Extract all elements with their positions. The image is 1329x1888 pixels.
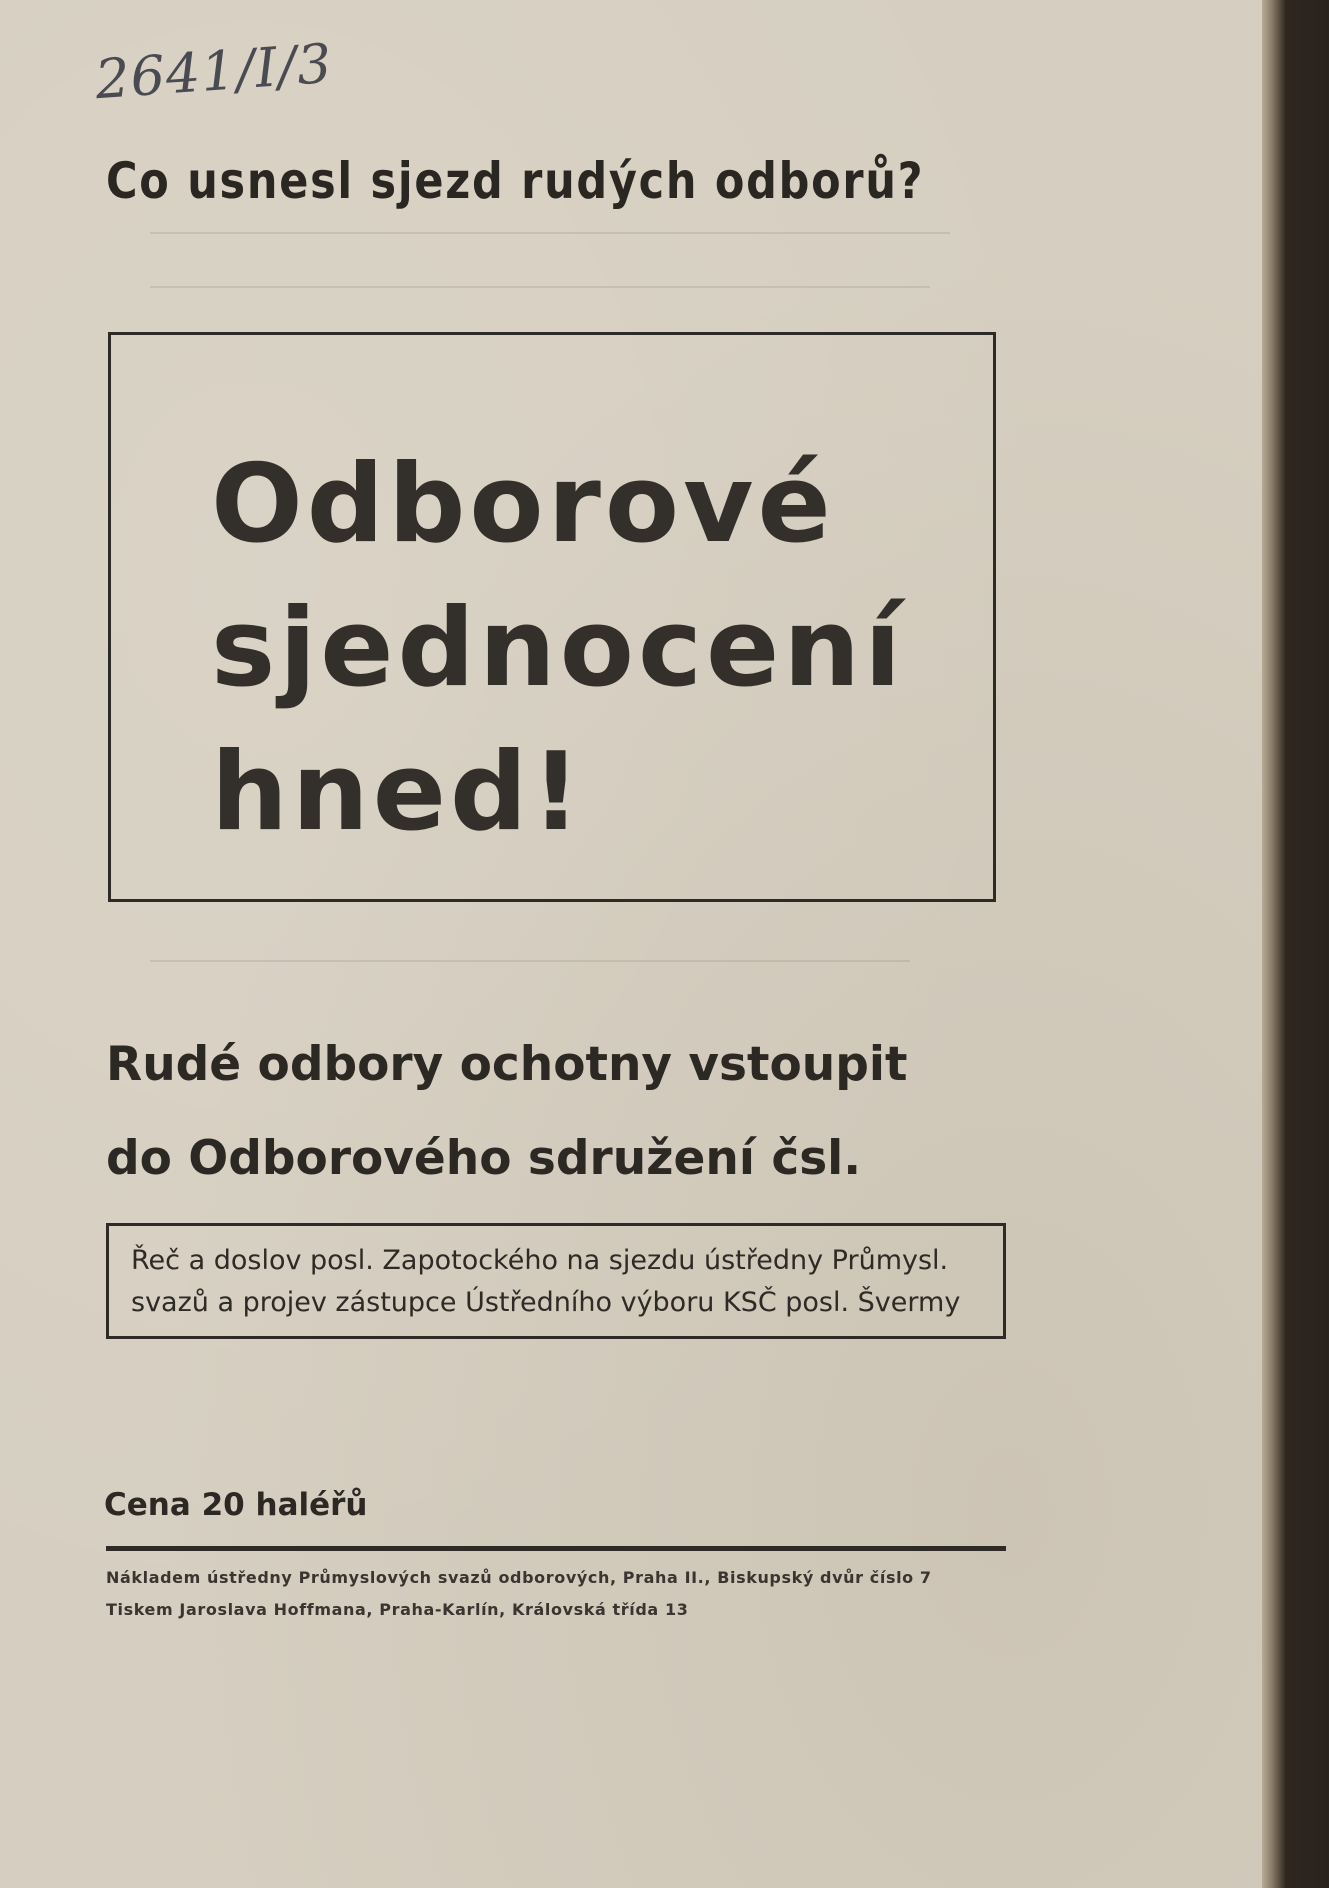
sub-headline [106, 1018, 907, 1206]
slogan-line: hned! [211, 730, 585, 855]
speech-description [131, 1240, 960, 1324]
sub-headline-line: do Odborového sdružení čsl. [106, 1131, 862, 1186]
price-unit: haléřů [255, 1487, 368, 1523]
imprint-line: Nákladem ústředny Průmyslových svazů odborových, Praha II., Biskupský dvůr číslo 7 [106, 1568, 932, 1587]
slogan-box [108, 332, 996, 902]
main-slogan [211, 433, 905, 865]
divider [106, 1546, 1006, 1551]
imprint-line: Tiskem Jaroslava Hoffmana, Praha-Karlín, Královská třída 13 [106, 1600, 689, 1619]
page-title: Co usnesl sjezd rudých odborů? [106, 152, 925, 210]
publisher-imprint [106, 1562, 932, 1626]
price-word: Cena [104, 1487, 191, 1523]
price-label [104, 1487, 368, 1523]
speech-info-box [106, 1223, 1006, 1339]
speech-line: svazů a projev zástupce Ústředního výboru KSČ posl. Švermy [131, 1287, 961, 1318]
slogan-line: Odborové [211, 442, 835, 567]
show-through-line [150, 286, 930, 288]
handwritten-shelfmark: 2641/I/3 [93, 31, 335, 112]
price-amount: 20 [201, 1487, 245, 1523]
sub-headline-line: Rudé odbory ochotny vstoupit [106, 1037, 908, 1092]
show-through-line [150, 960, 910, 962]
slogan-line: sjednocení [211, 586, 906, 711]
show-through-line [150, 232, 950, 234]
page-edge-shadow [1262, 0, 1329, 1888]
speech-line: Řeč a doslov posl. Zapotockého na sjezdu ústředny Průmysl. [131, 1245, 949, 1276]
